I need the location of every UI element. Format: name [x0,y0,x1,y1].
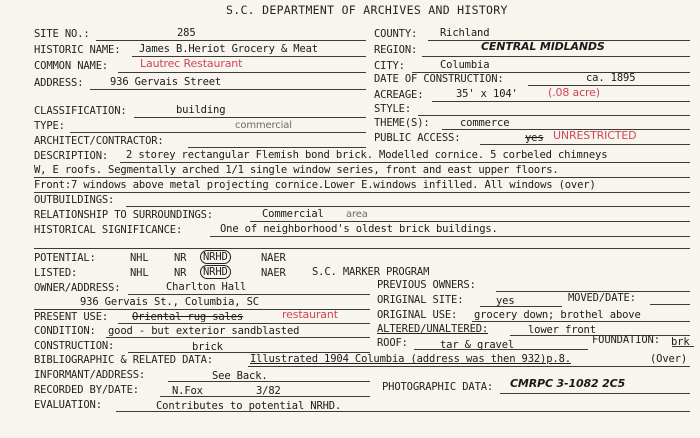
original-site-rule [480,306,562,307]
theme-label: THEME(S): [374,117,430,129]
outbuildings-rule [126,206,690,207]
type-rule [70,132,366,133]
historical-significance-label: HISTORICAL SIGNIFICANCE: [34,224,183,236]
present-use-label: PRESENT USE: [34,311,109,323]
description-rule-1 [120,162,690,163]
present-use-value: restaurant [282,308,338,321]
region-value: CENTRAL MIDLANDS [481,40,605,53]
historical-significance-value: One of neighborhood's oldest brick buildings. [220,223,498,235]
bibliographic-rule [248,366,690,367]
recorded-by-date: 3/82 [256,385,281,397]
site-no-rule [96,40,366,41]
foundation-value: brk [671,336,690,348]
owner-label: OWNER/ADDRESS: [34,282,121,294]
type-label: TYPE: [34,120,65,132]
condition-rule [106,337,370,338]
public-access-value: UNRESTRICTED [553,129,637,142]
original-use-value: grocery down; brothel above [474,309,641,321]
evaluation-label: EVALUATION: [34,399,102,411]
common-name-rule [118,72,366,73]
relationship-note: area [346,209,368,220]
present-use-struck: Oriental rug sales [132,311,244,323]
informant-rule [168,381,370,382]
public-access-rule [480,144,690,145]
relationship-label: RELATIONSHIP TO SURROUNDINGS: [34,209,213,221]
foundation-label: FOUNDATION: [592,334,660,346]
potential-nhl: NHL [130,252,149,264]
description-rule-2 [34,177,690,178]
address-rule [90,89,366,90]
altered-label: ALTERED/UNALTERED: [377,323,489,335]
outbuildings-label: OUTBUILDINGS: [34,194,115,206]
informant-value: See Back. [212,370,268,382]
style-label: STYLE: [374,103,412,115]
description-rule-3 [34,192,690,193]
roof-value: tar & gravel [440,339,515,351]
potential-naer: NAER [261,252,286,264]
evaluation-value: Contributes to potential NRHD. [156,400,342,412]
card-title: S.C. DEPARTMENT OF ARCHIVES AND HISTORY [226,3,508,17]
historic-name-label: HISTORIC NAME: [34,44,121,56]
original-site-label: ORIGINAL SITE: [377,294,464,306]
bibliographic-note: (Over) [650,353,688,365]
listed-naer: NAER [261,267,286,279]
owner-address: 936 Gervais St., Columbia, SC [80,296,259,308]
owner-name: Charlton Hall [166,281,247,293]
address-label: ADDRESS: [34,77,84,89]
previous-owners-label: PREVIOUS OWNERS: [377,279,476,291]
marker-program-label: S.C. MARKER PROGRAM [312,266,430,278]
original-site-value: yes [496,295,515,307]
city-value: Columbia [440,59,490,71]
photographic-value: CMRPC 3-1082 2C5 [510,377,626,390]
description-line-2: W, E roofs. Segmentally arched 1/1 single window series, front and east upper floors. [34,164,559,176]
acreage-value: 35' x 104' [456,88,518,100]
original-use-rule [472,321,690,322]
style-rule [418,115,690,116]
acreage-label: ACREAGE: [374,89,424,101]
listed-label: LISTED: [34,267,78,279]
potential-nrhd: NRHD [200,250,231,264]
city-label: CITY: [374,60,405,72]
recorded-by-label: RECORDED BY/DATE: [34,384,139,396]
region-label: REGION: [374,44,418,56]
architect-label: ARCHITECT/CONTRACTOR: [34,135,164,147]
informant-label: INFORMANT/ADDRESS: [34,369,146,381]
section-divider [34,248,690,249]
theme-value: commerce [460,117,510,129]
relationship-value: Commercial [262,208,324,220]
description-line-3: Front:7 windows above metal projecting cornice.Lower E.windows infilled. All windows (over) [34,179,596,191]
county-label: COUNTY: [374,28,418,40]
site-no-label: SITE NO.: [34,28,90,40]
moved-date-label: MOVED/DATE: [568,292,636,304]
construction-label: CONSTRUCTION: [34,340,115,352]
construction-date-value: ca. 1895 [586,72,636,84]
bibliographic-value: Illustrated 1904 Columbia (address was then 932)p.8. [250,353,571,365]
photographic-rule [500,393,690,394]
construction-date-label: DATE OF CONSTRUCTION: [374,73,504,85]
classification-value: building [176,104,226,116]
common-name-label: COMMON NAME: [34,60,109,72]
acreage-rule [432,101,690,102]
description-label: DESCRIPTION: [34,150,109,162]
present-use-rule [118,323,370,324]
construction-value: brick [192,341,223,353]
county-value: Richland [440,27,490,39]
site-no-value: 285 [177,27,196,39]
description-line-1: 2 storey rectangular Flemish bond brick. Modelled cornice. 5 corbeled chimneys [126,149,608,161]
bibliographic-label: BIBLIOGRAPHIC & RELATED DATA: [34,354,213,366]
historic-name-value: James B.Heriot Grocery & Meat [139,43,318,55]
relationship-rule [250,221,690,222]
roof-label: ROOF: [377,337,408,349]
owner-rule-1 [128,294,370,295]
altered-value: lower front [528,324,596,336]
public-access-struck: yes [525,132,544,144]
classification-rule [134,117,366,118]
photographic-label: PHOTOGRAPHIC DATA: [382,381,494,393]
condition-label: CONDITION: [34,325,96,337]
type-value: commercial [235,120,292,131]
recorded-by-name: N.Fox [172,385,203,397]
condition-value: good - but exterior sandblasted [108,325,300,337]
architect-rule [188,147,366,148]
classification-label: CLASSIFICATION: [34,105,127,117]
listed-nrhd: NRHD [200,265,231,279]
listed-nhl: NHL [130,267,149,279]
region-rule [422,56,690,57]
listed-nr: NR [174,267,187,279]
acreage-note: (.08 acre) [548,86,600,99]
address-value: 936 Gervais Street [110,76,222,88]
historical-significance-rule [210,236,690,237]
original-use-label: ORIGINAL USE: [377,309,458,321]
public-access-label: PUBLIC ACCESS: [374,132,461,144]
potential-label: POTENTIAL: [34,252,96,264]
potential-nr: NR [174,252,187,264]
moved-date-rule [650,304,690,305]
common-name-value: Lautrec Restaurant [140,57,243,70]
